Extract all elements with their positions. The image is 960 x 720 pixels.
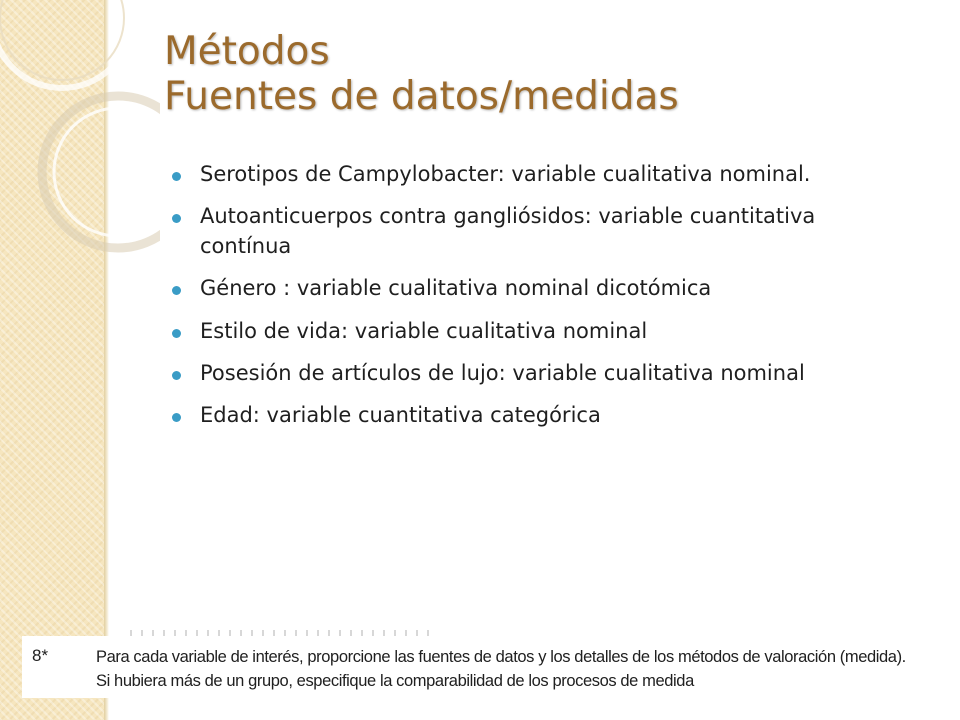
cropped-text-remnant bbox=[130, 630, 430, 636]
guideline-line-2: Si hubiera más de un grupo, especifique la comparabilidad de los procesos de medida bbox=[96, 672, 694, 690]
bullet-item bbox=[172, 274, 892, 303]
bullet-dot-icon bbox=[172, 371, 181, 380]
bullet-text: Edad: variable cuantitativa categórica bbox=[200, 403, 601, 428]
bullet-dot-icon bbox=[172, 214, 181, 223]
bullet-item bbox=[172, 317, 892, 346]
bullet-item bbox=[172, 359, 892, 388]
bullet-text: Estilo de vida: variable cualitativa nominal bbox=[200, 318, 648, 343]
bullet-text: Género : variable cualitativa nominal dicotómica bbox=[200, 276, 712, 301]
bullet-dot-icon bbox=[172, 286, 181, 295]
bullet-dot-icon bbox=[172, 329, 181, 338]
bullet-item bbox=[172, 401, 892, 430]
bullet-text: Serotipos de Campylobacter: variable cualitativa nominal. bbox=[200, 162, 811, 186]
bullet-item bbox=[172, 160, 892, 189]
guideline-item-text bbox=[96, 645, 906, 693]
bullet-dot-icon bbox=[172, 172, 181, 181]
guideline-excerpt-image bbox=[22, 636, 930, 698]
guideline-item-number: 8* bbox=[32, 646, 49, 665]
bullet-list bbox=[172, 160, 892, 444]
bullet-text: Posesión de artículos de lujo: variable cualitativa nominal bbox=[200, 360, 805, 385]
guideline-line-1: Para cada variable de interés, proporcione las fuentes de datos y los detalles de los métodos de valoración (medida). bbox=[96, 648, 906, 666]
bullet-text: Autoanticuerpos contra gangliósidos: variable cuantitativa contínua bbox=[200, 204, 816, 258]
slide-title bbox=[164, 30, 924, 120]
title-line-1: Métodos bbox=[164, 29, 330, 74]
bullet-item bbox=[172, 202, 892, 261]
bullet-dot-icon bbox=[172, 413, 181, 422]
title-line-2: Fuentes de datos/medidas bbox=[164, 73, 679, 119]
decorative-circles bbox=[0, 0, 160, 260]
